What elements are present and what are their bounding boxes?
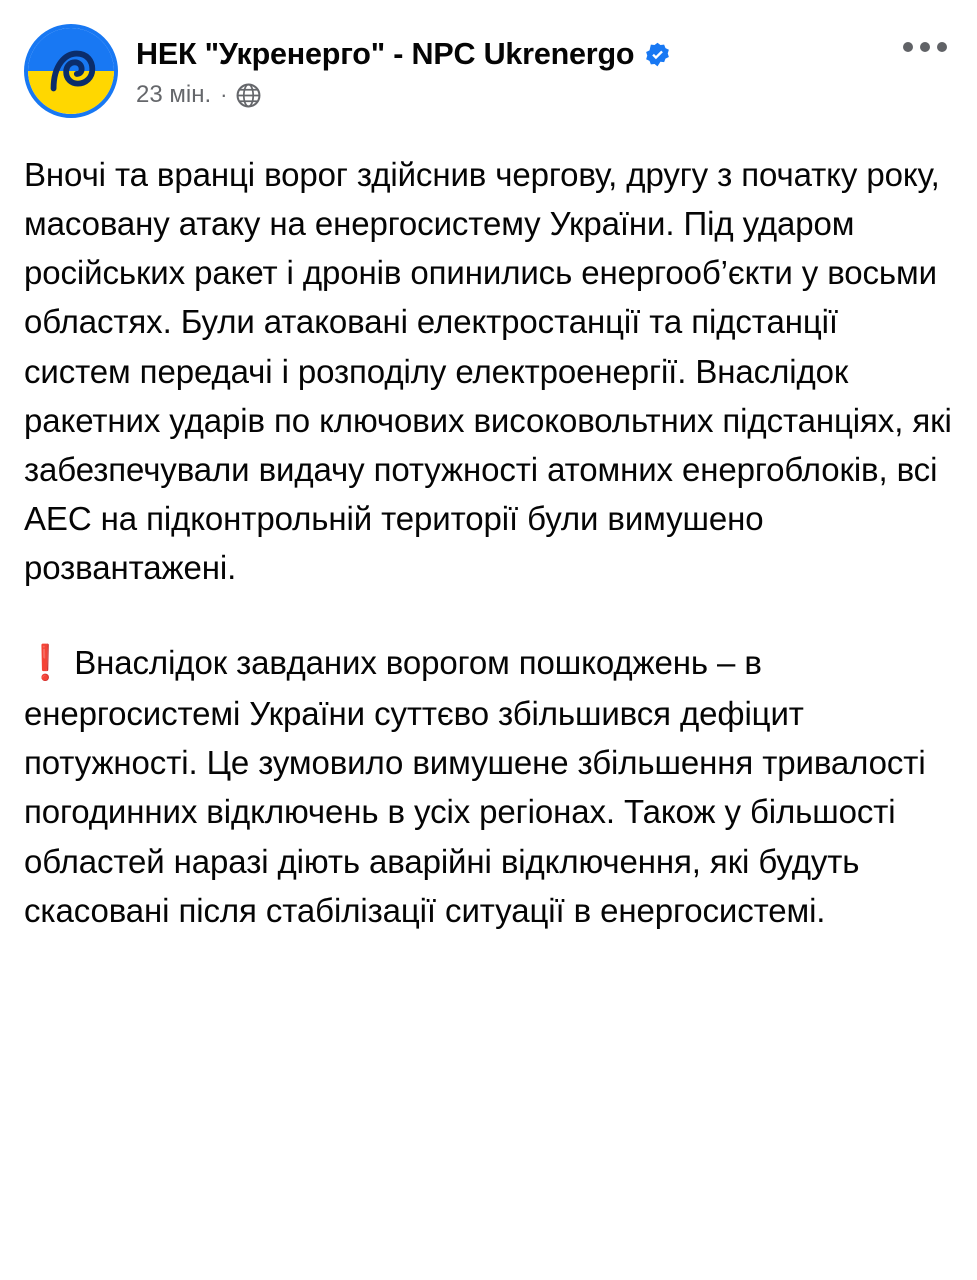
meta-separator: · (220, 82, 228, 108)
warning-emoji: ❗ (24, 644, 67, 683)
page-name[interactable]: НЕК "Укренерго" - NPC Ukrenergo (136, 36, 635, 71)
more-options-icon[interactable] (903, 24, 953, 52)
post-paragraph-2-text: Внаслідок завданих ворогом пошкоджень – в енергосистемі України суттєво збільшився дефіцит потужності. Це зумовило вимушене збільшення тривалості погодинних відключень в усіх регіонах. Також у більшості областей наразі діють аварійні відключення, які будуть скасовані після стабілізації ситуації в енергосистемі. (24, 644, 926, 929)
verified-badge-icon (644, 41, 671, 68)
post-header-text (136, 24, 671, 118)
post-paragraph-2 (24, 638, 953, 934)
more-options-dot (937, 42, 947, 52)
post-meta (136, 81, 671, 109)
page-name-row (136, 37, 671, 73)
avatar[interactable] (24, 24, 118, 118)
post-paragraph-1: Вночі та вранці ворог здійснив чергову, другу з початку року, масовану атаку на енергосистему України. Під ударом російських ракет і дронів опинились енергооб’єкти у восьми областях. Були атаковані електростанції та підстанції систем передачі і розподілу електроенергії. Внаслідок ракетних ударів по ключових високовольтних підстанціях, які забезпечували видачу потужності атомних енергоблоків, всі АЕС на підконтрольній території були вимушено розвантажені. (24, 156, 952, 587)
more-options-dot (903, 42, 913, 52)
globe-icon[interactable] (236, 83, 261, 108)
post-header (24, 18, 953, 118)
post-timestamp[interactable]: 23 мін. (136, 81, 212, 109)
post-body (24, 150, 953, 935)
more-options-dot (920, 42, 930, 52)
ukrenergo-logo-avatar (40, 40, 102, 102)
paragraph-spacer (24, 592, 953, 638)
